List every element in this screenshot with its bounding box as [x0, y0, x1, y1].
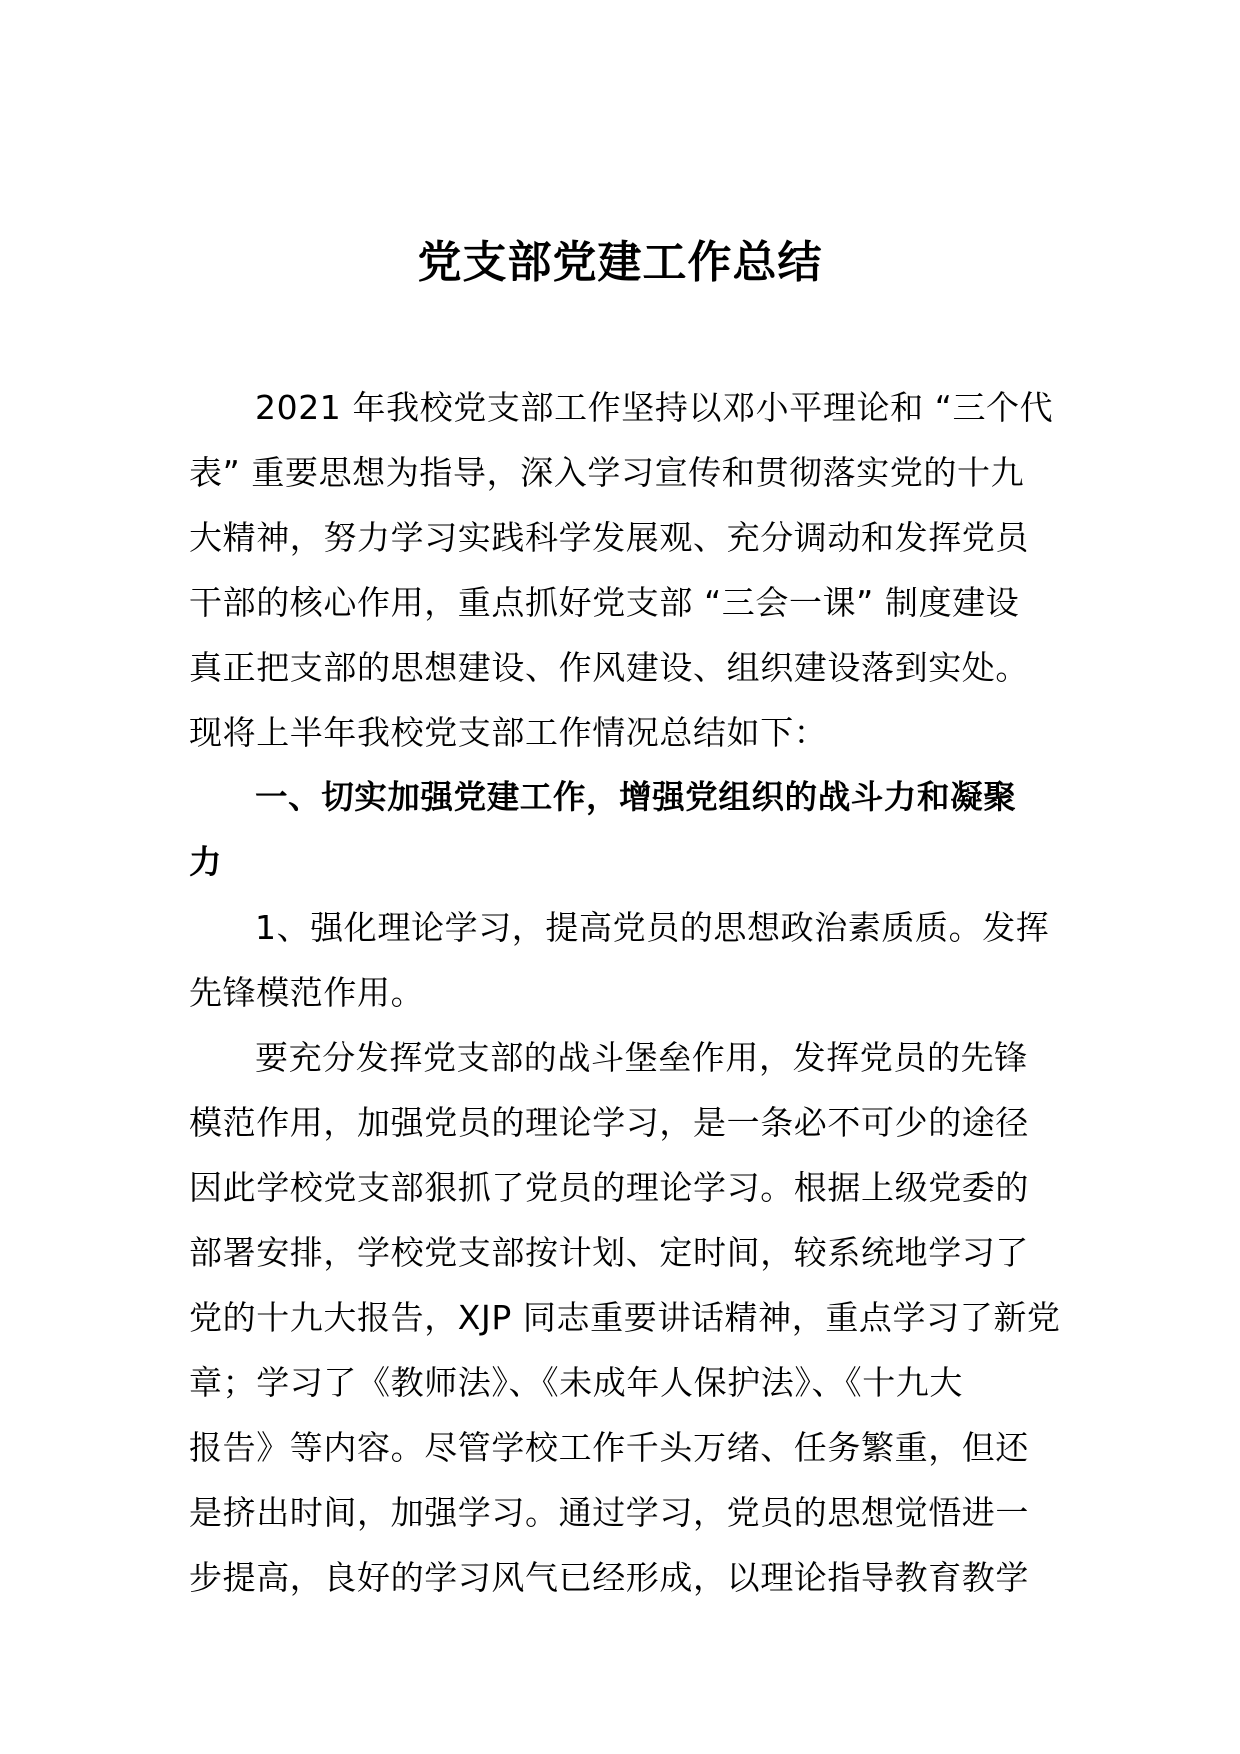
- paragraph-line: 模范作用，加强党员的理论学习，是一条必不可少的途径: [189, 1103, 1029, 1142]
- document-body: [189, 375, 1061, 1610]
- paragraph-line: 现将上半年我校党支部工作情况总结如下：: [189, 713, 828, 752]
- paragraph-line: 报告》等内容。尽管学校工作千头万绪、任务繁重，但还: [189, 1428, 1029, 1467]
- paragraph-line: 真正把支部的思想建设、作风建设、组织建设落到实处。: [189, 648, 1029, 687]
- subsection-heading-line: 先锋模范作用。: [189, 973, 425, 1012]
- paragraph-line: 是挤出时间，加强学习。通过学习，党员的思想觉悟进一: [189, 1493, 1029, 1532]
- subsection-heading-line: 1、强化理论学习，提高党员的思想政治素质质。发挥: [255, 908, 1050, 947]
- paragraph-line: 部署安排，学校党支部按计划、定时间，较系统地学习了: [189, 1233, 1029, 1272]
- paragraph-line: 干部的核心作用，重点抓好党支部 “三会一课” 制度建设: [189, 583, 1020, 622]
- paragraph-line: 章；学习了《教师法》、《未成年人保护法》、《十九大: [189, 1363, 963, 1402]
- document-title: 党支部党建工作总结: [417, 237, 823, 288]
- paragraph-line: 2021 年我校党支部工作坚持以邓小平理论和 “三个代: [255, 388, 1054, 427]
- paragraph-line: 步提高，良好的学习风气已经形成，以理论指导教育教学: [189, 1558, 1029, 1597]
- section-heading-line: 一、切实加强党建工作，增强党组织的战斗力和凝聚: [255, 778, 1017, 816]
- paragraph-line: 党的十九大报告，XJP 同志重要讲话精神，重点学习了新党: [189, 1298, 1061, 1337]
- section-heading-line: 力: [189, 843, 223, 881]
- paragraph-line: 大精神，努力学习实践科学发展观、充分调动和发挥党员: [189, 518, 1029, 557]
- paragraph-line: 要充分发挥党支部的战斗堡垒作用，发挥党员的先锋: [255, 1038, 1028, 1077]
- paragraph-line: 表” 重要思想为指导，深入学习宣传和贯彻落实党的十九: [189, 453, 1025, 492]
- paragraph-line: 因此学校党支部狠抓了党员的理论学习。根据上级党委的: [189, 1168, 1029, 1207]
